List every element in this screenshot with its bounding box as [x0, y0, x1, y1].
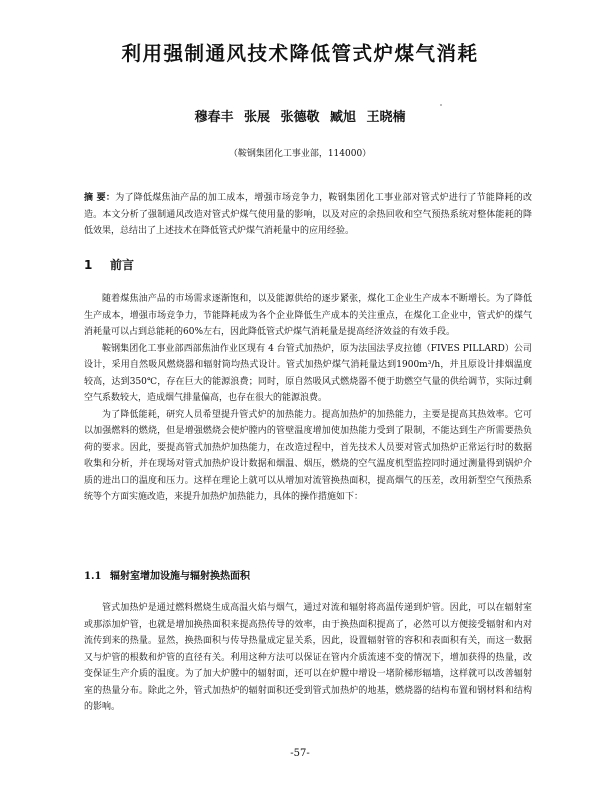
subsection-body [84, 600, 532, 716]
page-number: -57- [290, 748, 310, 759]
subsection-heading [84, 567, 250, 582]
paper-title: 利用强制通风技术降低管式炉煤气消耗 [121, 42, 479, 65]
section-heading-intro [84, 256, 134, 273]
section-intro-body [84, 291, 532, 506]
paragraph: 鞍钢集团化工事业部西部焦油作业区现有 4 台管式加热炉，原为法国法孚皮拉德（FIVES PILLARD）公司设计，采用自然吸风燃烧器和辐射筒均热式设计。管式加热炉煤气消耗量达到1900m³/h，并且原设计排烟温度较高，达到350℃，存在巨大的能源浪费；同时，原自然吸风式燃烧器不便于助燃空气量的供给调节，实际过剩空气系数较大，造成烟气排量偏高，也存在很大的能源浪费。 [84, 343, 532, 403]
paragraph: 为了降低能耗，研究人员希望提升管式炉的加热能力。提高加热炉的加热能力，主要是提高其热效率。它可以加强燃料的燃烧，但是增强燃烧会使炉膛内的管壁温度增加使加热能力受到了限制，不能达到生产所需要热负荷的要求。因此，要提高管式加热炉加热能力，在改造过程中，首先技术人员要对管式加热炉正常运行时的数据收集和分析，并在现场对管式加热炉设计数据和烟温、烟压，燃烧的空气温度机型监控同时通过测量得到锅炉介质的进出口的温度和压力。这样在理论上就可以从增加对流管换热面积，提高烟气的压差，改用新型空气预热系统等个方面实施改造，来提升加热炉加热能力，具体的操作措施如下： [84, 409, 532, 502]
subsection-title: 辐射室增加设施与辐射换热面积 [110, 571, 250, 582]
section-number: 1 [84, 258, 93, 272]
affiliation: （鞍钢集团化工事业部，114000） [228, 149, 372, 159]
subsection-number: 1.1 [84, 571, 102, 582]
paragraph: 管式加热炉是通过燃料燃烧生成高温火焰与烟气，通过对流和辐射将高温传递到炉管。因此，可以在辐射室或那添加炉管，也就是增加换热面积来提高热传导的效率，由于换热面积提高了，必然可以方便接受辐射和内对流传到来的热量。显然，换热面积与传导热量成定显关系，因此，设置辐射管的容积和表面积有关，而这一数据又与炉管的根数和炉管的直径有关。利用这种方法可以保证在管内介质流速不变的情况下，增加获得的热量，改变保证生产介质的温度。为了加大炉膛中的辐射面，还可以在炉膛中增设一堵阶梯形辐墙，这样就可以改善辐射室的热量分布。除此之外，管式加热炉的辐射面积还受到管式加热炉的地基，燃烧器的结构布置和钢材料和结构的影响。 [84, 603, 532, 712]
abstract [84, 190, 532, 240]
author-list: 穆春丰 张展 张德敬 臧旭 王晓楠 [194, 110, 406, 125]
abstract-text: 为了降低煤焦油产品的加工成本，增强市场竞争力，鞍钢集团化工事业部对管式炉进行了节能降耗的改造。本文分析了强制通风改造对管式炉煤气使用量的影响，以及对应的余热回收和空气预热系统对整体能耗的降低效果，总结出了上述技术在降低管式炉煤气消耗量中的应用经验。 [84, 193, 532, 236]
abstract-label: 摘 要： [84, 193, 116, 203]
section-title: 前言 [110, 258, 135, 272]
paragraph: 随着煤焦油产品的市场需求逐渐饱和，以及能源供给的逐步紧张，煤化工企业生产成本不断增长。为了降低生产成本，增强市场竞争力，节能降耗成为各个企业降低生产成本的关注重点，在煤化工企业中，管式炉的煤气消耗量可以占到总能耗的60%左右，因此降低管式炉煤气消耗量是提高经济效益的有效手段。 [84, 294, 532, 337]
